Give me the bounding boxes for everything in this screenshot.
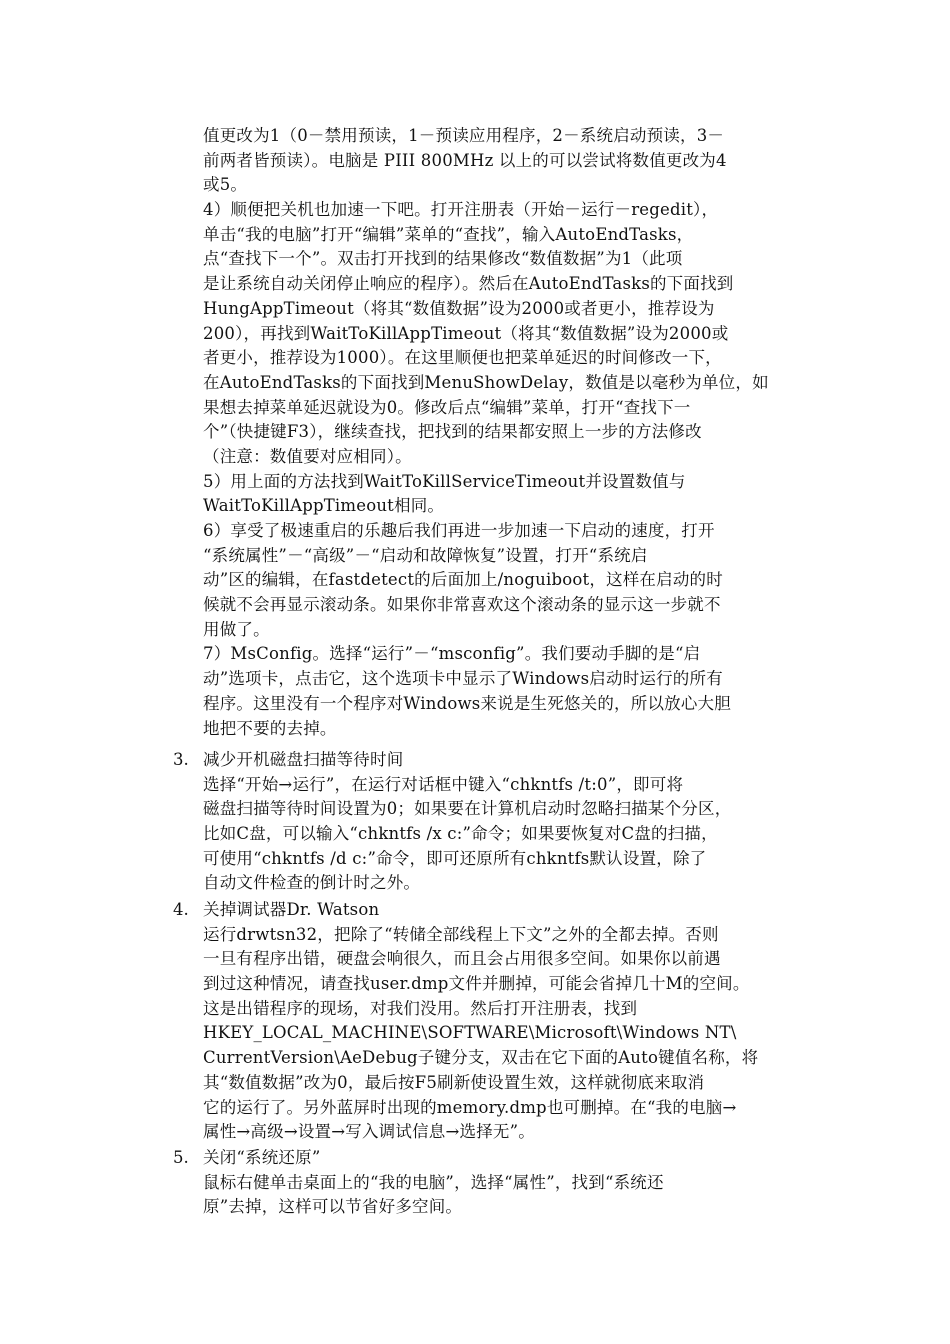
text-line: 地把不要的去掉。 [203,718,337,738]
text-line: 5）用上面的方法找到WaitToKillServiceTimeout并设置数值与 [203,471,686,491]
text-line: 用做了。 [203,619,270,639]
text-line: 单击“我的电脑”打开“编辑”菜单的“查找”，输入AutoEndTasks， [203,224,694,244]
text-line: 鼠标右健单击桌面上的“我的电脑”，选择“属性”，找到“系统还 [203,1172,664,1192]
text-line: 程序。这里没有一个程序对Windows来说是生死悠关的，所以放心大胆 [203,693,731,713]
list-number: 3. [173,750,189,769]
text-line: 其“数值数据”改为0，最后按F5刷新使设置生效，这样就彻底来取消 [203,1072,705,1092]
text-line: 运行drwtsn32，把除了“转储全部线程上下文”之外的全都去掉。否则 [203,924,719,944]
text-line: 选择“开始→运行”，在运行对话框中键入“chkntfs /t:0”，即可将 [203,774,684,794]
text-line: 6）享受了极速重启的乐趣后我们再进一步加速一下启动的速度，打开 [203,521,715,540]
text-line: 7）MsConfig。选择“运行”－“msconfig”。我们要动手脚的是“启 [203,644,701,664]
list-item-title: 关掉调试器Dr. Watson [203,900,380,919]
text-line: 这是出错程序的现场，对我们没用。然后打开注册表，找到 [203,998,638,1018]
text-line: 200），再找到WaitToKillAppTimeout（将其“数值数据”设为2000或 [203,323,729,343]
text-line: 点“查找下一个”。双击打开找到的结果修改“数值数据”为1（此项 [203,249,683,269]
text-line: 值更改为1（0－禁用预读，1－预读应用程序，2－系统启动预读，3－ [203,126,725,145]
text-line: 动”选项卡，点击它，这个选项卡中显示了Windows启动时运行的所有 [203,669,723,689]
text-line: 候就不会再显示滚动条。如果你非常喜欢这个滚动条的显示这一步就不 [203,595,721,615]
text-line: 前两者皆预读）。电脑是 PIII 800MHz 以上的可以尝试将数值更改为4 [203,150,727,170]
text-line: CurrentVersion\AeDebug子键分支，双击在它下面的Auto键值名称，将 [203,1048,759,1068]
text-line: 原”去掉，这样可以节省好多空间。 [203,1197,463,1217]
text-line: WaitToKillAppTimeout相同。 [203,496,445,516]
list-item-title: 减少开机磁盘扫描等待时间 [203,750,404,769]
list-item-title: 关闭“系统还原” [203,1148,321,1167]
text-line: 到过这种情况，请查找user.dmp文件并删掉，可能会省掉几十M的空间。 [203,974,750,994]
text-line: HKEY_LOCAL_MACHINE\SOFTWARE\Microsoft\Windows NT\ [203,1023,737,1043]
intro-text-block [203,124,823,741]
list-number: 5. [173,1148,189,1167]
text-line: 动”区的编辑，在fastdetect的后面加上/noguiboot，这样在启动的时 [203,570,723,590]
text-line: 可使用“chkntfs /d c:”命令，即可还原所有chkntfs默认设置，除了 [203,848,707,868]
text-line: “系统属性”－“高级”－“启动和故障恢复”设置，打开“系统启 [203,545,648,565]
text-line: 比如C盘，可以输入“chkntfs /x c:”命令；如果要恢复对C盘的扫描， [203,824,718,844]
text-line: 在AutoEndTasks的下面找到MenuShowDelay，数值是以毫秒为单位，如 [203,372,769,392]
list-item-disk-scan [203,748,823,896]
text-line: 一旦有程序出错，硬盘会响很久，而且会占用很多空间。如果你以前遇 [203,949,721,969]
text-line: 磁盘扫描等待时间设置为0；如果要在计算机启动时忽略扫描某个分区， [203,799,732,819]
text-line: （注意：数值要对应相同）。 [203,446,412,466]
text-line: 属性→高级→设置→写入调试信息→选择无”。 [203,1122,535,1142]
text-line: 4）顺便把关机也加速一下吧。打开注册表（开始－运行－regedit）， [203,200,719,220]
text-line: 自动文件检查的倒计时之外。 [203,873,421,893]
text-line: 个”（快捷键F3），继续查找，把找到的结果都安照上一步的方法修改 [203,422,702,442]
list-number: 4. [173,900,189,919]
text-line: 是让系统自动关闭停止响应的程序）。然后在AutoEndTasks的下面找到 [203,274,734,294]
text-line: 它的运行了。另外蓝屏时出现的memory.dmp也可删掉。在“我的电脑→ [203,1097,737,1117]
list-item-dr-watson [203,898,823,1145]
text-line: 果想去掉菜单延迟就设为0。修改后点“编辑”菜单，打开“查找下一 [203,397,691,417]
text-line: HungAppTimeout（将其“数值数据”设为2000或者更小，推荐设为 [203,298,715,318]
list-item-system-restore [203,1146,823,1220]
text-line: 或5。 [203,175,248,195]
text-line: 者更小，推荐设为1000）。在这里顺便也把菜单延迟的时间修改一下， [203,348,722,368]
